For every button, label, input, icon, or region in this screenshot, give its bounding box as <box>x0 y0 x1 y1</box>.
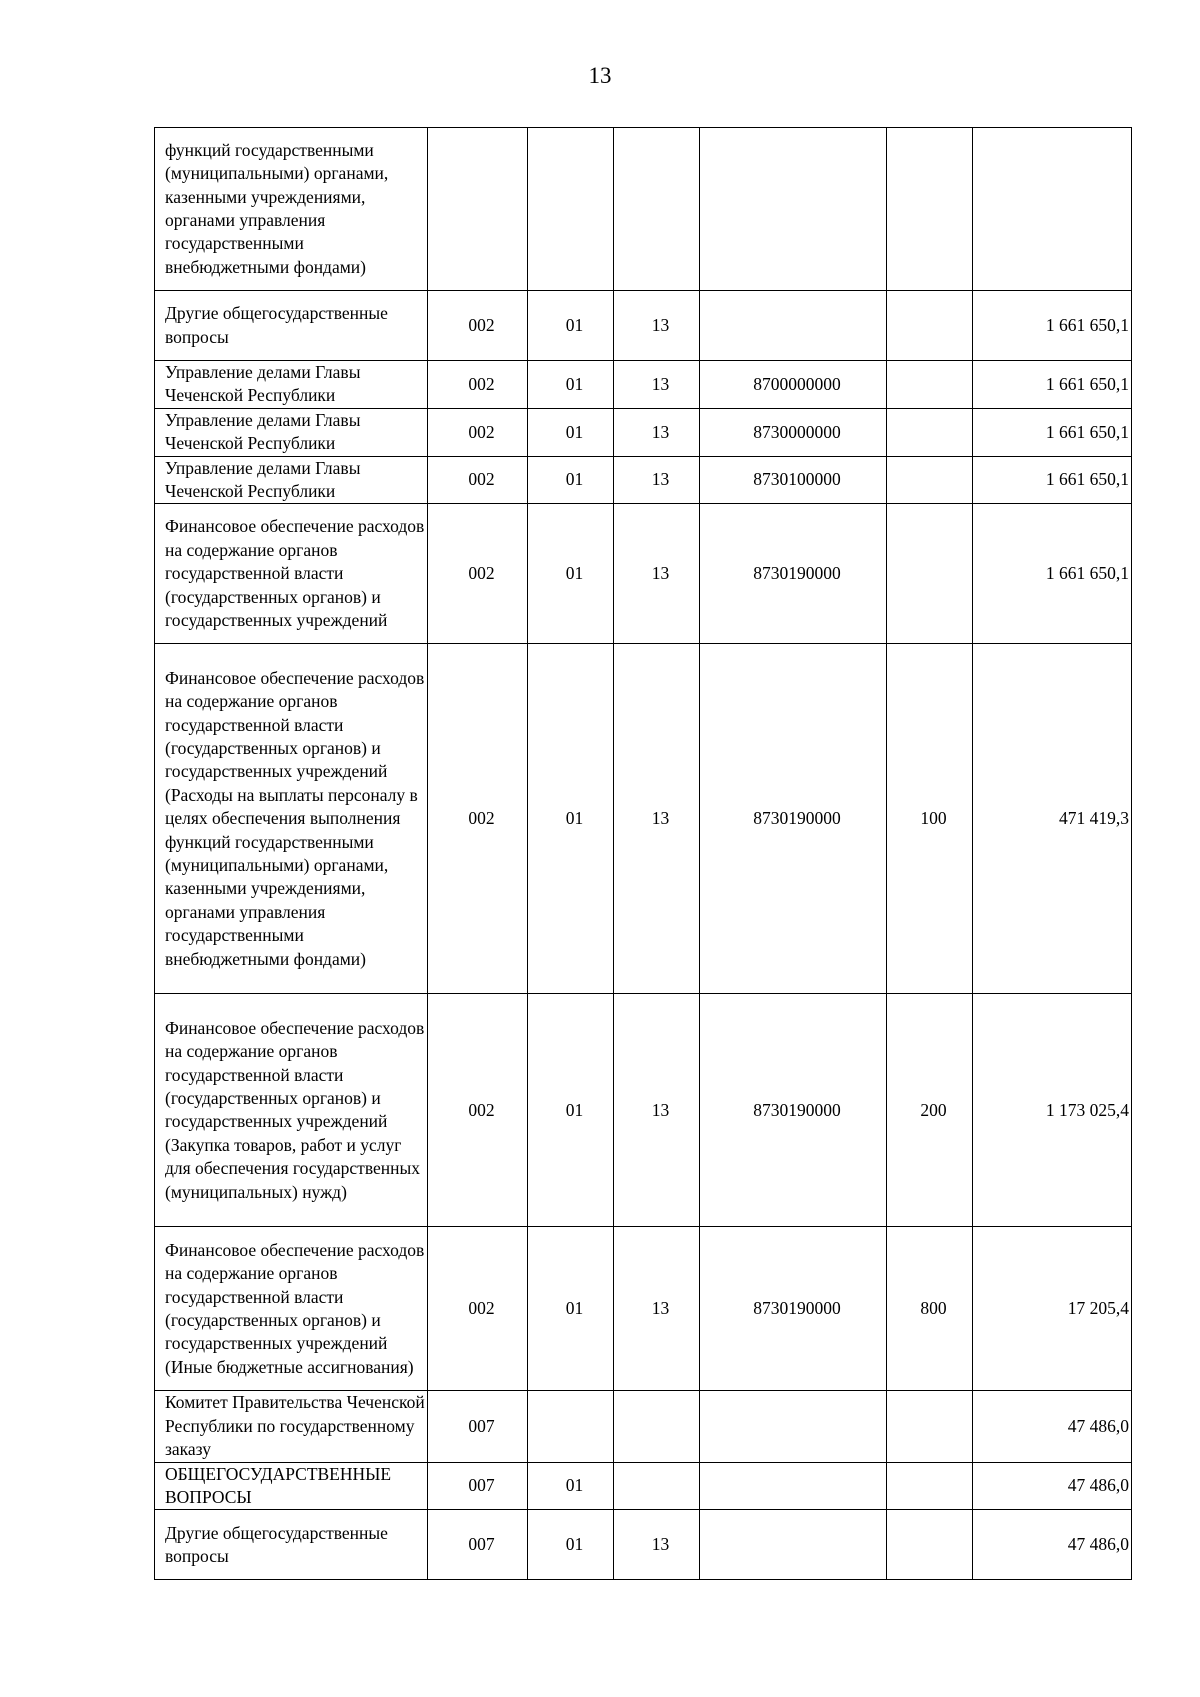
cell-sum: 1 661 650,1 <box>973 291 1132 361</box>
cell-subsection <box>614 1391 700 1462</box>
cell-subsection: 13 <box>614 994 700 1227</box>
cell-sum: 47 486,0 <box>973 1510 1132 1580</box>
cell-csr <box>700 291 887 361</box>
cell-code: 007 <box>428 1510 528 1580</box>
cell-code: 002 <box>428 994 528 1227</box>
cell-csr <box>700 1510 887 1580</box>
cell-csr: 8730100000 <box>700 456 887 504</box>
cell-subsection: 13 <box>614 504 700 644</box>
cell-csr: 8730190000 <box>700 504 887 644</box>
cell-section <box>528 128 614 291</box>
cell-section: 01 <box>528 994 614 1227</box>
cell-csr <box>700 128 887 291</box>
cell-vr <box>887 1462 973 1510</box>
cell-sum: 471 419,3 <box>973 644 1132 994</box>
cell-vr: 200 <box>887 994 973 1227</box>
cell-subsection: 13 <box>614 291 700 361</box>
table-row <box>155 1462 1132 1510</box>
cell-vr <box>887 128 973 291</box>
cell-code: 002 <box>428 361 528 409</box>
cell-sum: 47 486,0 <box>973 1462 1132 1510</box>
cell-name: Управление делами Главы Чеченской Республики <box>155 408 428 456</box>
cell-name: Финансовое обеспечение расходов на содержание органов государственной власти (государственных органов) и государственных учреждений (Закупка товаров, работ и услуг для обеспечения государственных (муниципальных) нужд) <box>155 994 428 1227</box>
cell-sum <box>973 128 1132 291</box>
cell-csr <box>700 1462 887 1510</box>
cell-vr <box>887 504 973 644</box>
cell-sum: 17 205,4 <box>973 1227 1132 1391</box>
cell-subsection <box>614 1462 700 1510</box>
table-row <box>155 994 1132 1227</box>
cell-section <box>528 1391 614 1462</box>
cell-section: 01 <box>528 456 614 504</box>
cell-name: Другие общегосударственные вопросы <box>155 1510 428 1580</box>
cell-name: Финансовое обеспечение расходов на содержание органов государственной власти (государственных органов) и государственных учреждений (Расходы на выплаты персоналу в целях обеспечения выполнения функций государственными (муниципальными) органами, казенными учреждениями, органами управления государственными внебюджетными фондами) <box>155 644 428 994</box>
budget-table-body <box>155 128 1132 1580</box>
cell-csr: 8700000000 <box>700 361 887 409</box>
cell-section: 01 <box>528 1462 614 1510</box>
cell-vr: 100 <box>887 644 973 994</box>
cell-subsection <box>614 128 700 291</box>
cell-subsection: 13 <box>614 1227 700 1391</box>
cell-section: 01 <box>528 1510 614 1580</box>
cell-subsection: 13 <box>614 408 700 456</box>
cell-name: Комитет Правительства Чеченской Республики по государственному заказу <box>155 1391 428 1462</box>
cell-vr <box>887 1510 973 1580</box>
page-number: 13 <box>588 63 612 88</box>
table-row <box>155 361 1132 409</box>
cell-csr: 8730190000 <box>700 994 887 1227</box>
table-row <box>155 408 1132 456</box>
table-row <box>155 291 1132 361</box>
cell-sum: 47 486,0 <box>973 1391 1132 1462</box>
cell-section: 01 <box>528 504 614 644</box>
cell-vr <box>887 456 973 504</box>
cell-section: 01 <box>528 361 614 409</box>
table-row <box>155 1391 1132 1462</box>
cell-sum: 1 661 650,1 <box>973 408 1132 456</box>
cell-code <box>428 128 528 291</box>
table-row <box>155 644 1132 994</box>
cell-vr: 800 <box>887 1227 973 1391</box>
cell-csr: 8730190000 <box>700 644 887 994</box>
table-row <box>155 504 1132 644</box>
cell-section: 01 <box>528 1227 614 1391</box>
cell-sum: 1 173 025,4 <box>973 994 1132 1227</box>
table-row <box>155 456 1132 504</box>
cell-vr <box>887 361 973 409</box>
cell-sum: 1 661 650,1 <box>973 456 1132 504</box>
budget-table <box>154 127 1132 1580</box>
cell-name: функций государственными (муниципальными) органами, казенными учреждениями, органами управления государственными внебюджетными фондами) <box>155 128 428 291</box>
cell-code: 002 <box>428 291 528 361</box>
cell-code: 002 <box>428 408 528 456</box>
table-row <box>155 128 1132 291</box>
cell-subsection: 13 <box>614 456 700 504</box>
cell-section: 01 <box>528 644 614 994</box>
cell-code: 002 <box>428 504 528 644</box>
cell-csr: 8730190000 <box>700 1227 887 1391</box>
cell-vr <box>887 1391 973 1462</box>
cell-name: Управление делами Главы Чеченской Республики <box>155 361 428 409</box>
table-row <box>155 1227 1132 1391</box>
cell-subsection: 13 <box>614 644 700 994</box>
cell-vr <box>887 408 973 456</box>
table-row <box>155 1510 1132 1580</box>
cell-code: 002 <box>428 644 528 994</box>
cell-name: Финансовое обеспечение расходов на содержание органов государственной власти (государственных органов) и государственных учреждений (Иные бюджетные ассигнования) <box>155 1227 428 1391</box>
cell-section: 01 <box>528 291 614 361</box>
cell-code: 007 <box>428 1391 528 1462</box>
cell-name: ОБЩЕГОСУДАРСТВЕННЫЕ ВОПРОСЫ <box>155 1462 428 1510</box>
cell-vr <box>887 291 973 361</box>
cell-csr: 8730000000 <box>700 408 887 456</box>
cell-code: 002 <box>428 456 528 504</box>
cell-section: 01 <box>528 408 614 456</box>
cell-name: Финансовое обеспечение расходов на содержание органов государственной власти (государственных органов) и государственных учреждений <box>155 504 428 644</box>
cell-subsection: 13 <box>614 361 700 409</box>
cell-csr <box>700 1391 887 1462</box>
cell-sum: 1 661 650,1 <box>973 361 1132 409</box>
cell-code: 007 <box>428 1462 528 1510</box>
cell-name: Управление делами Главы Чеченской Республики <box>155 456 428 504</box>
cell-name: Другие общегосударственные вопросы <box>155 291 428 361</box>
cell-code: 002 <box>428 1227 528 1391</box>
cell-sum: 1 661 650,1 <box>973 504 1132 644</box>
cell-subsection: 13 <box>614 1510 700 1580</box>
